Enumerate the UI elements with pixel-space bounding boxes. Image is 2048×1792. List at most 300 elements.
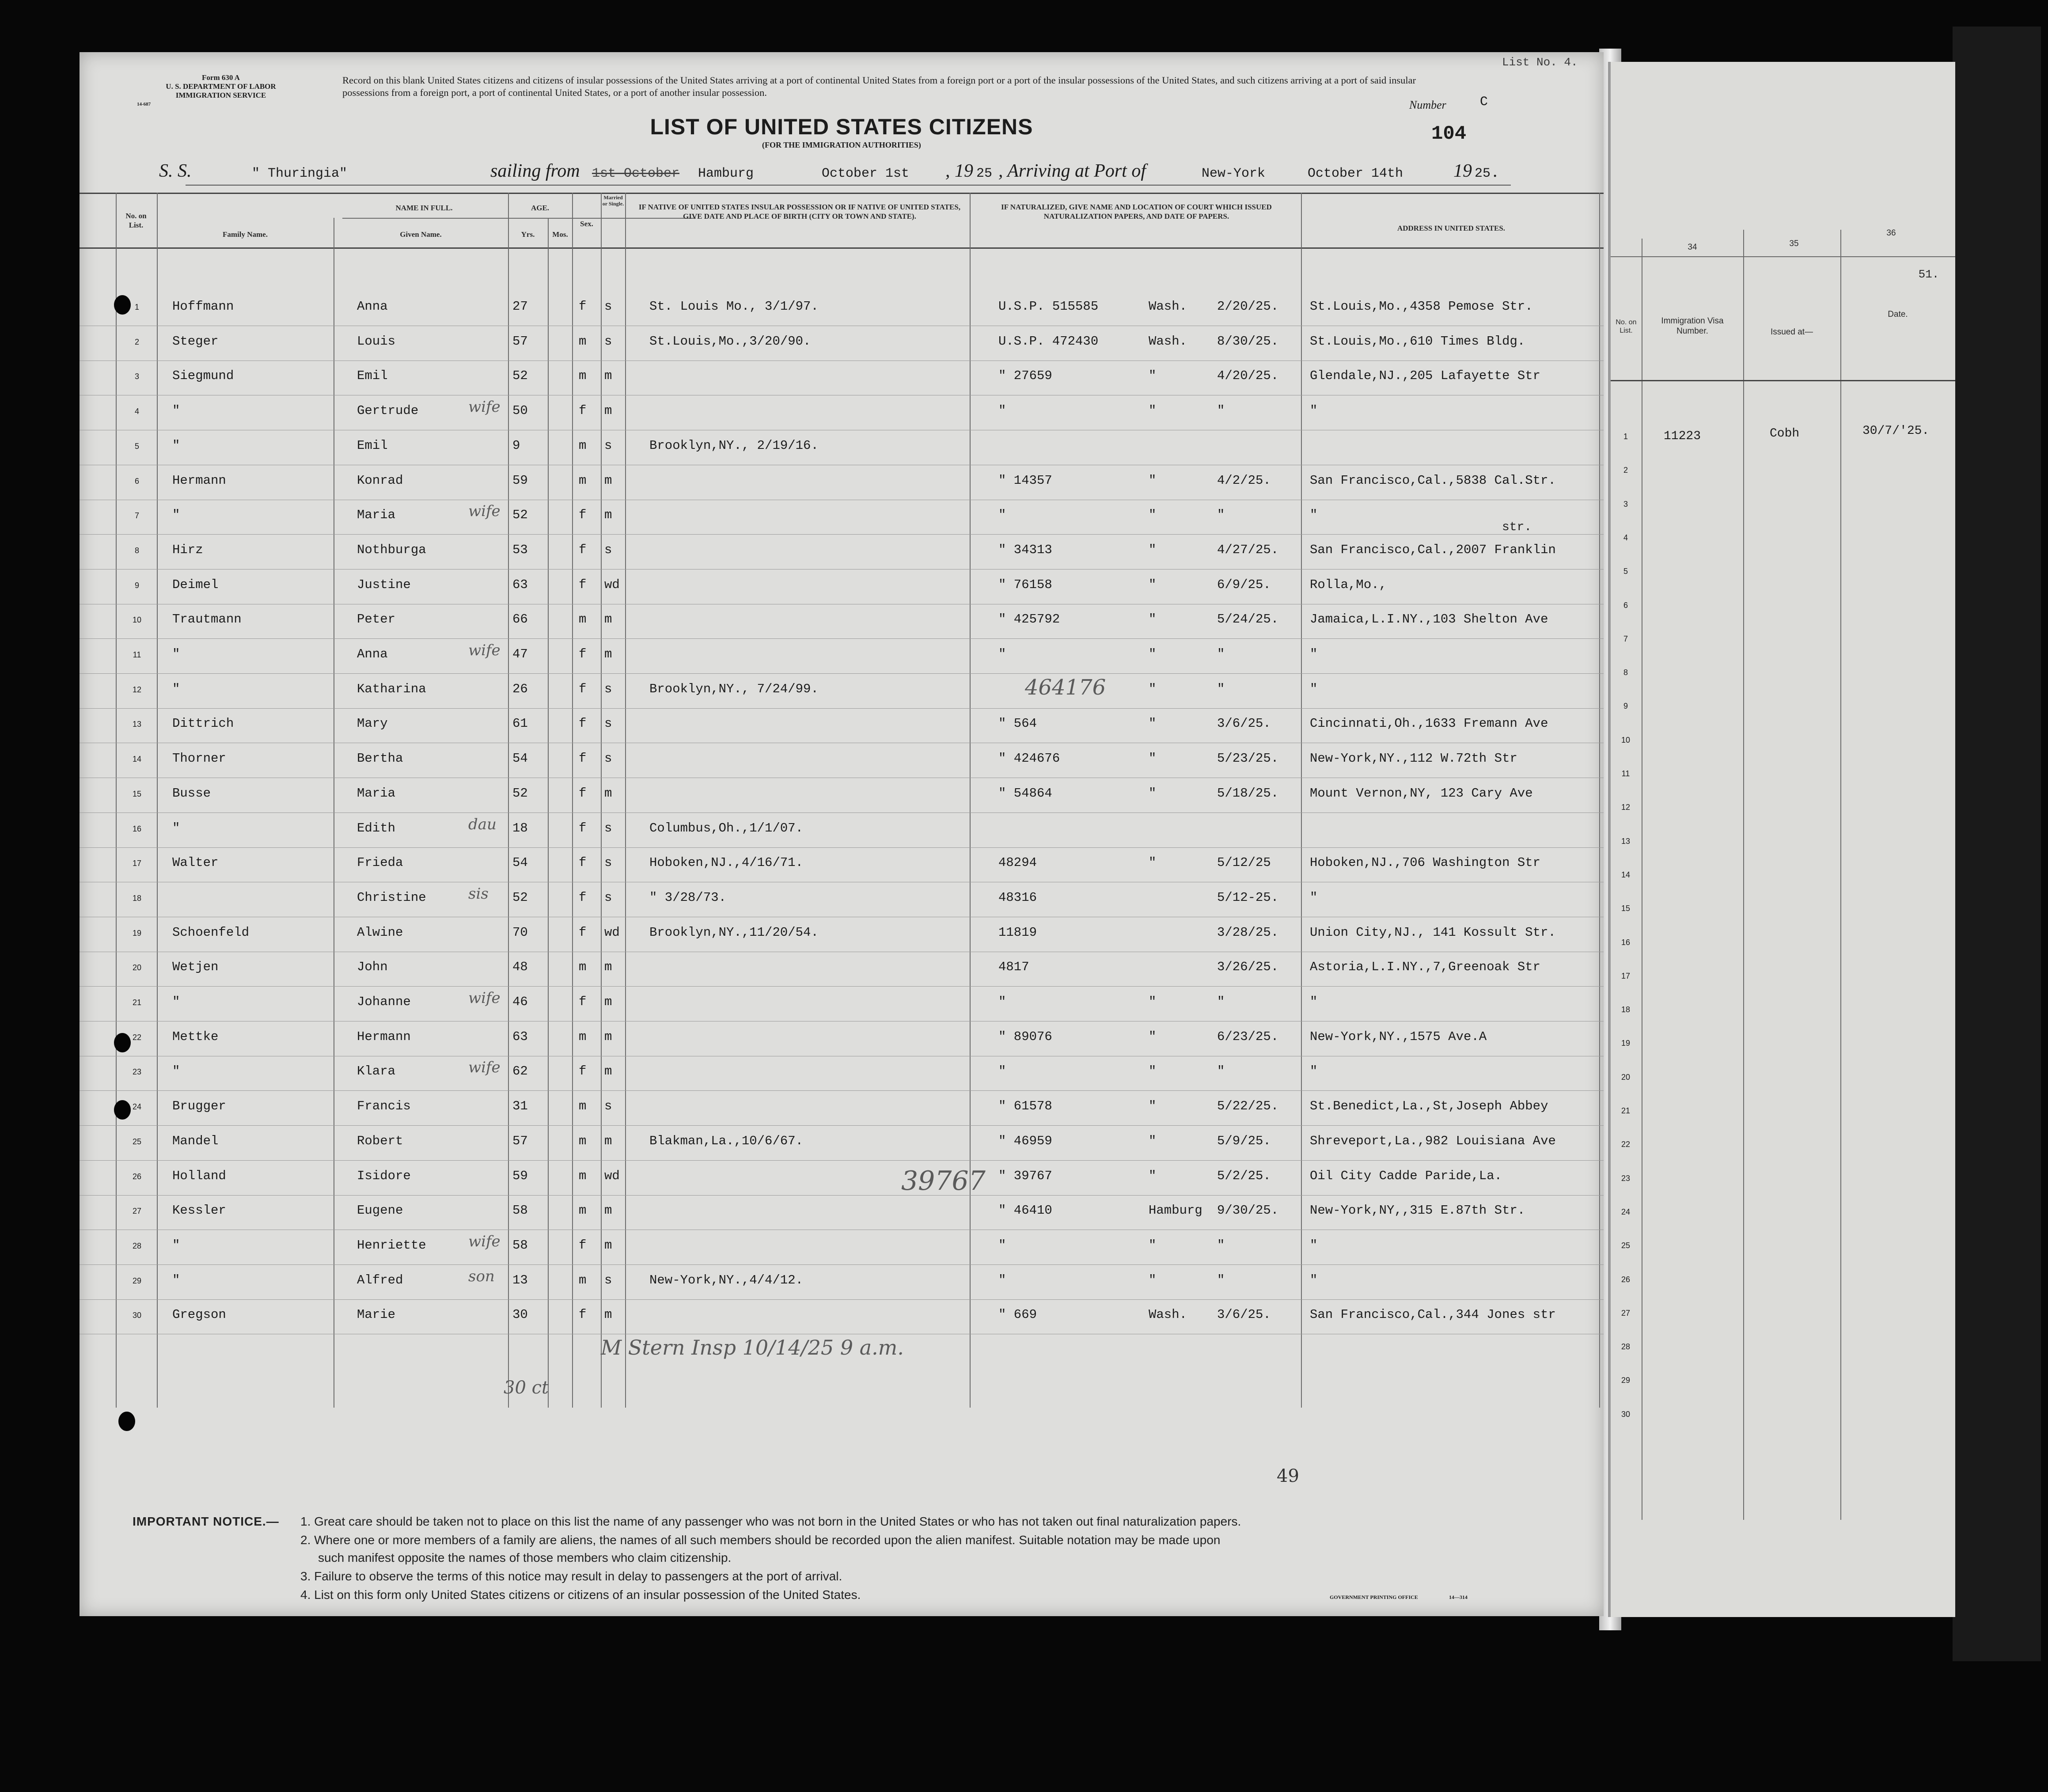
notice-item: 3. Failure to observe the terms of this notice may result in delay to passengers at the port of arrival. <box>300 1569 842 1583</box>
visa-row-number: 30 <box>1621 1409 1631 1419</box>
family-name: Deimel <box>172 577 219 592</box>
visa-row-number: 25 <box>1621 1241 1631 1250</box>
marital-status: m <box>604 1029 612 1044</box>
sex: f <box>579 403 587 418</box>
naturalization-date: " <box>1217 995 1225 1009</box>
header-bottom-rule <box>1611 380 1955 381</box>
given-name: Emil <box>357 368 388 383</box>
table-row <box>80 710 1604 744</box>
table-row <box>80 1128 1604 1162</box>
visa-row-number: 1 <box>1623 432 1628 441</box>
us-address: Shreveport,La.,982 Louisiana Ave <box>1310 1133 1556 1148</box>
naturalization-court: " <box>1149 577 1157 592</box>
us-address: Mount Vernon,NY, 123 Cary Ave <box>1310 786 1533 801</box>
table-row <box>80 1197 1604 1231</box>
visa-row-number: 28 <box>1621 1342 1631 1352</box>
visa-row-number: 3 <box>1623 499 1628 509</box>
birth-place-date: Brooklyn,NY., 7/24/99. <box>649 681 819 696</box>
us-address: San Francisco,Cal.,344 Jones str <box>1310 1307 1556 1322</box>
age-years: 52 <box>512 508 528 523</box>
page-title: LIST OF UNITED STATES CITIZENS <box>650 114 1033 139</box>
given-name: Nothburga <box>357 542 426 557</box>
naturalization-date: " <box>1217 508 1225 523</box>
marital-status: s <box>604 716 612 731</box>
family-name: " <box>172 403 180 418</box>
sex: m <box>579 438 587 453</box>
naturalization-court: " <box>1149 786 1157 801</box>
family-name: Mettke <box>172 1029 219 1044</box>
given-name: Anna <box>357 647 388 661</box>
naturalization-date: 5/9/25. <box>1217 1133 1271 1148</box>
marital-status: wd <box>604 1168 620 1183</box>
age-years: 48 <box>512 960 528 975</box>
row-number: 4 <box>134 407 139 416</box>
sex: f <box>579 855 587 870</box>
sex: f <box>579 1238 587 1253</box>
given-name: Christine <box>357 890 426 905</box>
naturalization-court: " <box>1149 403 1157 418</box>
family-name: " <box>172 681 180 696</box>
age-years: 50 <box>512 403 528 418</box>
sex: f <box>579 577 587 592</box>
family-name: Gregson <box>172 1307 226 1322</box>
given-name: John <box>357 960 388 975</box>
row-number: 7 <box>134 511 139 520</box>
inspector-signature: M Stern Insp 10/14/25 9 a.m. <box>601 1336 904 1359</box>
table-row <box>80 745 1604 779</box>
page-subtitle: (FOR THE IMMIGRATION AUTHORITIES) <box>762 140 921 149</box>
naturalization-certificate: 4817 <box>998 960 1029 975</box>
naturalization-certificate: " 76158 <box>998 577 1052 592</box>
naturalization-certificate: " 27659 <box>998 368 1052 383</box>
naturalization-court: " <box>1149 751 1157 766</box>
row-rule <box>80 847 1604 848</box>
given-name: Frieda <box>357 855 403 870</box>
header-rule <box>1611 256 1955 257</box>
us-address: New-York,NY.,1575 Ave.A <box>1310 1029 1487 1044</box>
naturalization-court: " <box>1149 855 1157 870</box>
given-name: Konrad <box>357 473 403 488</box>
row-number: 29 <box>132 1276 142 1285</box>
naturalization-date: 5/12-25. <box>1217 890 1279 905</box>
table-row <box>80 919 1604 953</box>
age-years: 57 <box>512 1133 528 1148</box>
given-name: Klara <box>357 1064 396 1079</box>
naturalization-certificate: " 34313 <box>998 542 1052 557</box>
naturalization-court: " <box>1149 1168 1157 1183</box>
punch-hole <box>114 1100 131 1120</box>
punch-hole <box>114 1033 131 1052</box>
given-name: Mary <box>357 716 388 731</box>
sex: f <box>579 681 587 696</box>
visa-row-number: 20 <box>1621 1072 1631 1082</box>
us-address: New-York,NY.,112 W.72th Str <box>1310 751 1517 766</box>
visa-row-number: 23 <box>1621 1173 1631 1183</box>
age-years: 52 <box>512 786 528 801</box>
given-name: Hermann <box>357 1029 411 1044</box>
sex: m <box>579 473 587 488</box>
sex: m <box>579 1168 587 1183</box>
us-address: " <box>1310 1064 1318 1079</box>
header-no-on-list: No. on List. <box>125 212 147 229</box>
marital-status: s <box>604 542 612 557</box>
age-years: 18 <box>512 820 528 835</box>
naturalization-date: 5/24/25. <box>1217 612 1279 627</box>
department-name: U. S. DEPARTMENT OF LABOR <box>166 82 276 91</box>
row-number: 17 <box>132 859 142 868</box>
row-number: 20 <box>132 963 142 972</box>
naturalization-certificate: " <box>998 508 1006 523</box>
visa-row-number: 26 <box>1621 1275 1631 1284</box>
table-row <box>80 328 1604 362</box>
sex: m <box>579 1203 587 1218</box>
marital-status: wd <box>604 577 620 592</box>
naturalization-court: " <box>1149 1238 1157 1253</box>
row-number: 30 <box>132 1311 142 1320</box>
relationship-note: sis <box>468 885 489 903</box>
age-years: 27 <box>512 299 528 314</box>
table-row <box>80 1267 1604 1301</box>
us-address: San Francisco,Cal.,5838 Cal.Str. <box>1310 473 1556 488</box>
table-row <box>80 467 1604 501</box>
marital-status: s <box>604 334 612 349</box>
col-number: 34 <box>1688 243 1697 252</box>
age-years: 47 <box>512 647 528 661</box>
visa-row-number: 16 <box>1621 938 1631 947</box>
visa-row-number: 5 <box>1623 567 1628 576</box>
col-number: 35 <box>1789 239 1799 248</box>
notice-lead: IMPORTANT NOTICE.— <box>133 1515 279 1528</box>
given-name: Isidore <box>357 1168 411 1183</box>
row-rule <box>80 638 1604 639</box>
col-line <box>1840 230 1841 1520</box>
visa-page <box>1608 62 1955 1617</box>
naturalization-date: 3/28/25. <box>1217 925 1279 940</box>
header-age: AGE. <box>531 204 550 212</box>
family-name: Mandel <box>172 1133 219 1148</box>
family-name: " <box>172 647 180 661</box>
naturalization-date: 4/20/25. <box>1217 368 1279 383</box>
us-address: " <box>1310 681 1318 696</box>
row-rule <box>80 1195 1604 1196</box>
age-years: 63 <box>512 1029 528 1044</box>
visa-row-number: 11 <box>1621 769 1630 778</box>
arriving-label: , Arriving at Port of <box>998 161 1146 181</box>
naturalization-date: 3/6/25. <box>1217 716 1271 731</box>
marital-status: m <box>604 368 612 383</box>
given-name: Maria <box>357 786 396 801</box>
age-years: 31 <box>512 1099 528 1114</box>
table-row <box>80 953 1604 988</box>
family-name: " <box>172 508 180 523</box>
visa-row-number: 29 <box>1621 1376 1631 1385</box>
naturalization-date: 4/27/25. <box>1217 542 1279 557</box>
family-name: " <box>172 1064 180 1079</box>
naturalization-date: " <box>1217 1064 1225 1079</box>
naturalization-date: 5/22/25. <box>1217 1099 1279 1114</box>
naturalization-certificate: " <box>998 403 1006 418</box>
us-address: Jamaica,L.I.NY.,103 Shelton Ave <box>1310 612 1548 627</box>
relationship-note: wife <box>468 642 501 659</box>
naturalization-court: " <box>1149 473 1157 488</box>
visa-row-number: 6 <box>1623 600 1628 610</box>
given-name: Edith <box>357 820 396 835</box>
header-bottom-rule <box>80 247 1604 249</box>
ss-underline <box>186 185 1511 186</box>
visa-row-number: 18 <box>1621 1005 1631 1014</box>
family-name: Kessler <box>172 1203 226 1218</box>
number-value: C <box>1480 95 1488 110</box>
relationship-note: wife <box>468 1059 501 1077</box>
us-address: New-York,NY,,315 E.87th Str. <box>1310 1203 1525 1218</box>
handwritten-cert: 464176 <box>1025 675 1106 700</box>
visa-row-number: 7 <box>1623 634 1628 643</box>
sex: f <box>579 508 587 523</box>
printer-code: 14—314 <box>1449 1594 1468 1600</box>
address-suffix: str. <box>1502 520 1532 534</box>
col-line <box>1743 230 1744 1520</box>
visa-row-number: 9 <box>1623 702 1628 711</box>
row-rule <box>80 708 1604 709</box>
naturalization-court: " <box>1149 647 1157 661</box>
marital-status: m <box>604 1307 612 1322</box>
birth-place-date: St. Louis Mo., 3/1/97. <box>649 299 819 314</box>
naturalization-date: 4/2/25. <box>1217 473 1271 488</box>
sex: m <box>579 1029 587 1044</box>
col-number: 36 <box>1886 228 1896 238</box>
notice-item: 1. Great care should be taken not to place on this list the name of any passenger who was not born in the United States or who has not taken out final naturalization papers. <box>300 1515 1241 1528</box>
visa-row-number: 8 <box>1623 668 1628 677</box>
family-name: " <box>172 438 180 453</box>
naturalization-certificate: " <box>998 647 1006 661</box>
us-address: San Francisco,Cal.,2007 Franklin <box>1310 542 1556 557</box>
marital-status: m <box>604 995 612 1009</box>
naturalization-certificate: " 46959 <box>998 1133 1052 1148</box>
table-row <box>80 1162 1604 1197</box>
age-years: 59 <box>512 1168 528 1183</box>
marital-status: m <box>604 612 612 627</box>
visa-row-number: 2 <box>1623 466 1628 475</box>
row-number: 14 <box>132 755 142 764</box>
us-address: " <box>1310 1238 1318 1253</box>
marital-status: s <box>604 890 612 905</box>
marital-status: m <box>604 786 612 801</box>
given-name: Emil <box>357 438 388 453</box>
us-address: " <box>1310 647 1318 661</box>
marital-status: m <box>604 960 612 975</box>
row-number: 8 <box>134 546 139 555</box>
naturalization-certificate: " 425792 <box>998 612 1060 627</box>
birth-place-date: " 3/28/73. <box>649 890 727 905</box>
sex: m <box>579 1133 587 1148</box>
us-address: " <box>1310 995 1318 1009</box>
table-row <box>80 1232 1604 1266</box>
age-years: 30 <box>512 1307 528 1322</box>
visa-number: 11223 <box>1664 429 1701 443</box>
sex: f <box>579 925 587 940</box>
header-yrs: Yrs. <box>521 230 535 239</box>
age-years: 13 <box>512 1272 528 1287</box>
sex: f <box>579 716 587 731</box>
naturalization-court: Hamburg <box>1149 1203 1202 1218</box>
family-name: Hoffmann <box>172 299 234 314</box>
period: . <box>1493 161 1498 181</box>
visa-row-number: 17 <box>1621 971 1631 980</box>
table-row <box>80 849 1604 884</box>
marital-status: s <box>604 751 612 766</box>
row-number: 19 <box>132 928 142 938</box>
visa-row-number: 14 <box>1621 870 1631 879</box>
visa-issued-at: Cobh <box>1770 427 1800 440</box>
birth-place-date: Columbus,Oh.,1/1/07. <box>649 820 804 835</box>
list-number: 104 <box>1431 123 1467 145</box>
naturalization-certificate: 48294 <box>998 855 1037 870</box>
naturalization-certificate: " 564 <box>998 716 1037 731</box>
sailing-label: sailing from <box>490 161 580 181</box>
table-row <box>80 988 1604 1023</box>
row-rule <box>80 1160 1604 1161</box>
age-years: 57 <box>512 334 528 349</box>
marital-status: s <box>604 820 612 835</box>
naturalization-certificate: " 14357 <box>998 473 1052 488</box>
family-name: " <box>172 1272 180 1287</box>
marital-status: wd <box>604 925 620 940</box>
visa-row-number: 22 <box>1621 1140 1631 1149</box>
given-name: Johanne <box>357 995 411 1009</box>
sex: f <box>579 647 587 661</box>
table-row <box>80 432 1604 467</box>
header-given-name: Given Name. <box>400 230 442 239</box>
row-number: 12 <box>132 685 142 694</box>
naturalization-certificate: " 424676 <box>998 751 1060 766</box>
visa-row-number: 13 <box>1621 836 1631 846</box>
family-name: Hermann <box>172 473 226 488</box>
row-number: 6 <box>134 476 139 486</box>
age-years: 52 <box>512 368 528 383</box>
naturalization-date: 9/30/25. <box>1217 1203 1279 1218</box>
form-code: 14-687 <box>137 102 151 107</box>
age-years: 70 <box>512 925 528 940</box>
family-name: Walter <box>172 855 219 870</box>
family-name: Steger <box>172 334 219 349</box>
visa-row-number: 24 <box>1621 1207 1631 1216</box>
row-number: 1 <box>134 303 139 311</box>
given-name: Katharina <box>357 681 426 696</box>
record-instructions: Record on this blank United States citizens and citizens of insular possessions of the United States arriving at a port of continental United States from a foreign port or a port of the insular possessions of the United States, and such citizens arriving at a port of said insular possessions from a foreign port, a port of continental United States, or a port of another insular possession. <box>342 75 1416 98</box>
header-name-in-full: NAME IN FULL. <box>395 204 453 212</box>
naturalization-court: " <box>1149 1029 1157 1044</box>
relationship-note: wife <box>468 502 501 520</box>
visa-row-number: 12 <box>1621 803 1631 812</box>
ship-name: " Thuringia" <box>252 166 348 181</box>
naturalization-court: " <box>1149 1064 1157 1079</box>
table-row <box>80 606 1604 640</box>
family-name: Wetjen <box>172 960 219 975</box>
header-birth: IF NATIVE OF UNITED STATES INSULAR POSSESSION OR IF NATIVE OF UNITED STATES, GIVE DATE AND PLACE OF BIRTH (CITY OR TOWN AND STATE). <box>638 203 961 220</box>
marital-status: m <box>604 1203 612 1218</box>
header-naturalized: IF NATURALIZED, GIVE NAME AND LOCATION OF COURT WHICH ISSUED NATURALIZATION PAPERS, AND DATE OF PAPERS. <box>1001 203 1272 220</box>
marital-status: s <box>604 438 612 453</box>
table-row <box>80 884 1604 919</box>
naturalization-date: 3/6/25. <box>1217 1307 1271 1322</box>
given-name: Louis <box>357 334 396 349</box>
given-name: Eugene <box>357 1203 403 1218</box>
table-row <box>80 293 1604 327</box>
naturalization-certificate: 11819 <box>998 925 1037 940</box>
table-row <box>80 536 1604 571</box>
family-name: " <box>172 820 180 835</box>
naturalization-court: " <box>1149 612 1157 627</box>
naturalization-certificate: " 89076 <box>998 1029 1052 1044</box>
table-row <box>80 501 1604 536</box>
naturalization-date: " <box>1217 1272 1225 1287</box>
row-rule <box>80 812 1604 813</box>
naturalization-court: " <box>1149 716 1157 731</box>
header-mos: Mos. <box>552 230 568 239</box>
row-rule <box>80 1264 1604 1265</box>
sex: f <box>579 542 587 557</box>
marital-status: m <box>604 403 612 418</box>
row-rule <box>80 986 1604 987</box>
visa-row-number: 27 <box>1621 1308 1631 1317</box>
sex: m <box>579 612 587 627</box>
given-name: Gertrude <box>357 403 419 418</box>
relationship-note: wife <box>468 1232 501 1250</box>
naturalization-court: " <box>1149 995 1157 1009</box>
given-name: Peter <box>357 612 396 627</box>
naturalization-date: 5/18/25. <box>1217 786 1279 801</box>
marital-status: s <box>604 299 612 314</box>
row-number: 16 <box>132 824 142 833</box>
naturalization-certificate: " <box>998 995 1006 1009</box>
us-address: " <box>1310 890 1318 905</box>
punch-hole <box>118 1412 135 1431</box>
header-date: Date. <box>1888 310 1908 319</box>
row-number: 27 <box>132 1207 142 1216</box>
row-number: 13 <box>132 720 142 729</box>
row-rule <box>80 534 1604 535</box>
marital-status: m <box>604 1238 612 1253</box>
us-address: " <box>1310 508 1318 523</box>
age-years: 52 <box>512 890 528 905</box>
naturalization-date: 2/20/25. <box>1217 299 1279 314</box>
header-married-single: Married or Single. <box>602 194 624 207</box>
row-number: 21 <box>132 998 142 1007</box>
age-years: 53 <box>512 542 528 557</box>
sex: f <box>579 1064 587 1079</box>
row-rule <box>80 1090 1604 1091</box>
row-rule <box>80 673 1604 674</box>
page-number: 49 <box>1277 1466 1299 1486</box>
top-stamp: List No. 4. <box>1502 56 1578 69</box>
sex: f <box>579 299 587 314</box>
age-years: 54 <box>512 855 528 870</box>
row-number: 15 <box>132 789 142 798</box>
birth-place-date: Brooklyn,NY.,11/20/54. <box>649 925 819 940</box>
scan-edge <box>1953 27 2041 1661</box>
handwritten-cert: 39767 <box>901 1166 986 1196</box>
naturalization-court: " <box>1149 681 1157 696</box>
sail-year: 25 <box>976 166 993 181</box>
marital-status: m <box>604 1064 612 1079</box>
age-years: 46 <box>512 995 528 1009</box>
punch-hole <box>114 295 131 315</box>
row-number: 23 <box>132 1067 142 1077</box>
family-name: Dittrich <box>172 716 234 731</box>
manifest-page <box>80 52 1604 1616</box>
arrive-port: New-York <box>1202 166 1266 181</box>
marital-status: s <box>604 1272 612 1287</box>
